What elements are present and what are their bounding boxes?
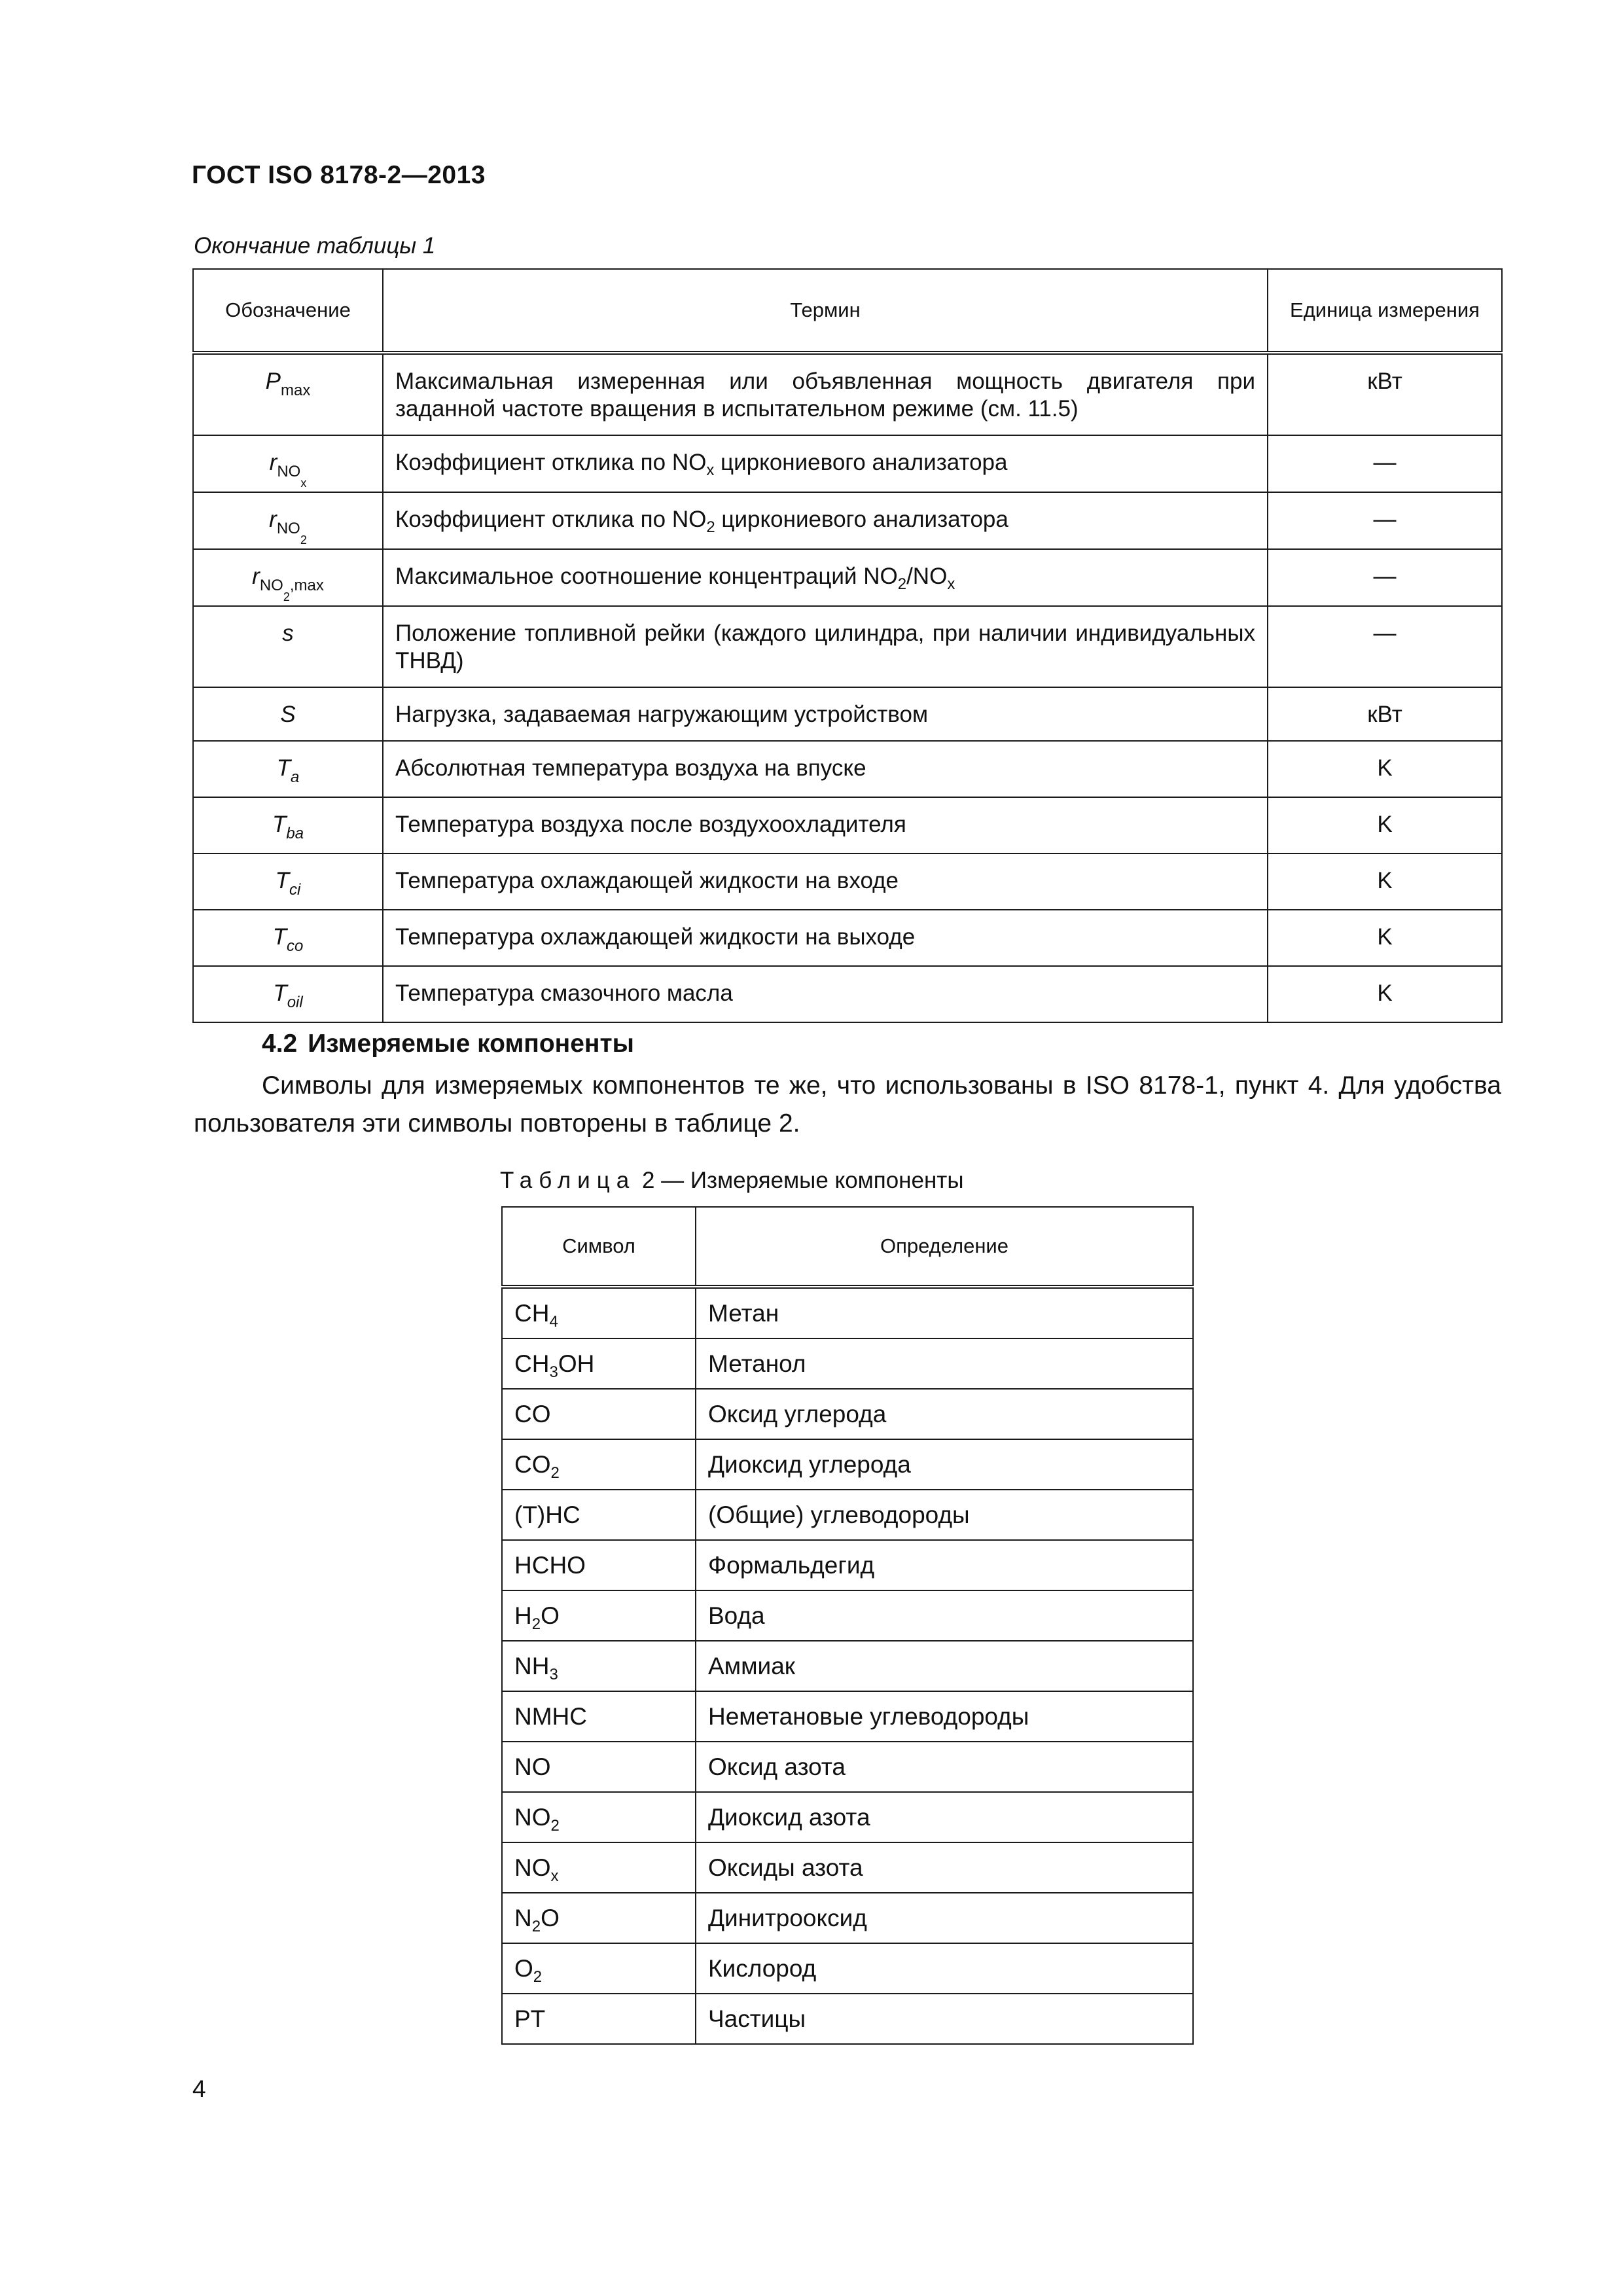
unit-cell: кВт — [1268, 687, 1502, 741]
symbol-cell: CO — [502, 1389, 696, 1439]
symbol-cell: $NH_3$ — [502, 1641, 696, 1691]
definition-cell: Оксиды азота — [696, 1842, 1193, 1893]
symbol-cell: $NO_x$ — [502, 1842, 696, 1893]
table-row — [193, 606, 1502, 687]
table-row — [502, 1338, 1193, 1389]
table1-header-row — [193, 269, 1502, 353]
definition-cell: (Общие) углеводороды — [696, 1490, 1193, 1540]
term-cell: Коэффициент отклика по $NO_x$ циркониевого анализатора — [383, 435, 1268, 492]
table-row — [193, 910, 1502, 966]
symbol-cell: $r_{NO_2,max}$ — [193, 549, 383, 606]
definition-cell: Диоксид углерода — [696, 1439, 1193, 1490]
table-row — [502, 1893, 1193, 1943]
symbol-cell: $CH_3OH$ — [502, 1338, 696, 1389]
table-row — [193, 853, 1502, 910]
section-paragraph — [194, 1067, 1501, 1143]
table-row — [193, 687, 1502, 741]
term-cell: Абсолютная температура воздуха на впуске — [383, 741, 1268, 797]
term-cell: Температура охлаждающей жидкости на входе — [383, 853, 1268, 910]
table1-body — [193, 353, 1502, 1022]
unit-cell: — — [1268, 492, 1502, 549]
table-row — [193, 492, 1502, 549]
column-header-symbol: Обозначение — [193, 269, 383, 353]
table-row — [502, 1792, 1193, 1842]
symbol-cell: s — [193, 606, 383, 687]
table-row — [502, 1641, 1193, 1691]
symbol-cell: PT — [502, 1994, 696, 2044]
section-heading — [262, 1030, 634, 1058]
section-number: 4.2 — [262, 1030, 298, 1058]
table-row — [502, 1943, 1193, 1994]
unit-cell: K — [1268, 966, 1502, 1022]
page-number: 4 — [192, 2075, 206, 2102]
unit-cell: K — [1268, 741, 1502, 797]
table2-body — [502, 1287, 1193, 2044]
table-row — [502, 1439, 1193, 1490]
term-cell: Температура смазочного масла — [383, 966, 1268, 1022]
term-cell: Максимальное соотношение концентраций $NO_2/NO_x$ — [383, 549, 1268, 606]
column-header-definition: Определение — [696, 1207, 1193, 1287]
definition-cell: Частицы — [696, 1994, 1193, 2044]
term-cell: Максимальная измеренная или объявленная мощность двигателя при заданной частоте вращения в испытательном режиме (см. 11.5) — [383, 353, 1268, 435]
term-cell: Коэффициент отклика по $NO_2$ циркониевого анализатора — [383, 492, 1268, 549]
symbol-cell: $O_2$ — [502, 1943, 696, 1994]
table2-caption-word: Таблица — [500, 1168, 636, 1193]
symbol-cell: $r_{NO_2}$ — [193, 492, 383, 549]
table1 — [192, 268, 1503, 1023]
symbol-cell: $CH_4$ — [502, 1287, 696, 1338]
table-row — [502, 1540, 1193, 1590]
definition-cell: Оксид углерода — [696, 1389, 1193, 1439]
section-paragraph-text: Символы для измеряемых компонентов те же, что использованы в ISO 8178-1, пункт 4. Для удобства пользователя эти символы повторены в таблице 2. — [194, 1071, 1501, 1138]
symbol-cell: $H_2O$ — [502, 1590, 696, 1641]
definition-cell: Диоксид азота — [696, 1792, 1193, 1842]
definition-cell: Кислород — [696, 1943, 1193, 1994]
definition-cell: Аммиак — [696, 1641, 1193, 1691]
term-cell: Положение топливной рейки (каждого цилиндра, при наличии индивидуальных ТНВД) — [383, 606, 1268, 687]
unit-cell: K — [1268, 910, 1502, 966]
table-row — [502, 1742, 1193, 1792]
symbol-cell: $P_{max}$ — [193, 353, 383, 435]
term-cell: Температура охлаждающей жидкости на выходе — [383, 910, 1268, 966]
column-header-term: Термин — [383, 269, 1268, 353]
unit-cell: — — [1268, 549, 1502, 606]
table1-continuation-caption: Окончание таблицы 1 — [194, 233, 436, 259]
definition-cell: Динитрооксид — [696, 1893, 1193, 1943]
definition-cell: Оксид азота — [696, 1742, 1193, 1792]
table-row — [502, 1994, 1193, 2044]
column-header-unit: Единица измерения — [1268, 269, 1502, 353]
unit-cell: K — [1268, 797, 1502, 853]
definition-cell: Неметановые углеводороды — [696, 1691, 1193, 1742]
symbol-cell: $T_{ba}$ — [193, 797, 383, 853]
unit-cell: — — [1268, 435, 1502, 492]
unit-cell: K — [1268, 853, 1502, 910]
symbol-cell: $r_{NO_x}$ — [193, 435, 383, 492]
table-row — [193, 797, 1502, 853]
table-row — [193, 549, 1502, 606]
symbol-cell: S — [193, 687, 383, 741]
unit-cell: — — [1268, 606, 1502, 687]
table-row — [502, 1389, 1193, 1439]
unit-cell: кВт — [1268, 353, 1502, 435]
table-row — [502, 1691, 1193, 1742]
definition-cell: Вода — [696, 1590, 1193, 1641]
table-row — [193, 353, 1502, 435]
column-header-symbol: Символ — [502, 1207, 696, 1287]
table-row — [193, 741, 1502, 797]
document-code: ГОСТ ISO 8178-2—2013 — [192, 161, 486, 189]
definition-cell: Метанол — [696, 1338, 1193, 1389]
table-row — [502, 1287, 1193, 1338]
table-row — [502, 1842, 1193, 1893]
table-row — [502, 1590, 1193, 1641]
symbol-cell: $T_{co}$ — [193, 910, 383, 966]
symbol-cell: $N_2O$ — [502, 1893, 696, 1943]
definition-cell: Формальдегид — [696, 1540, 1193, 1590]
table2 — [501, 1206, 1194, 2045]
symbol-cell: HCHO — [502, 1540, 696, 1590]
section-title: Измеряемые компоненты — [308, 1030, 634, 1058]
definition-cell: Метан — [696, 1287, 1193, 1338]
symbol-cell: NO — [502, 1742, 696, 1792]
table2-header-row — [502, 1207, 1193, 1287]
table-row — [502, 1490, 1193, 1540]
table2-caption — [500, 1168, 963, 1194]
term-cell: Нагрузка, задаваемая нагружающим устройством — [383, 687, 1268, 741]
symbol-cell: (T)HC — [502, 1490, 696, 1540]
table-row — [193, 435, 1502, 492]
symbol-cell: $CO_2$ — [502, 1439, 696, 1490]
table2-caption-text: 2 — Измеряемые компоненты — [641, 1168, 964, 1193]
table-row — [193, 966, 1502, 1022]
symbol-cell: NMHC — [502, 1691, 696, 1742]
symbol-cell: $T_a$ — [193, 741, 383, 797]
term-cell: Температура воздуха после воздухоохладителя — [383, 797, 1268, 853]
symbol-cell: $T_{oil}$ — [193, 966, 383, 1022]
symbol-cell: $NO_2$ — [502, 1792, 696, 1842]
symbol-cell: $T_{ci}$ — [193, 853, 383, 910]
